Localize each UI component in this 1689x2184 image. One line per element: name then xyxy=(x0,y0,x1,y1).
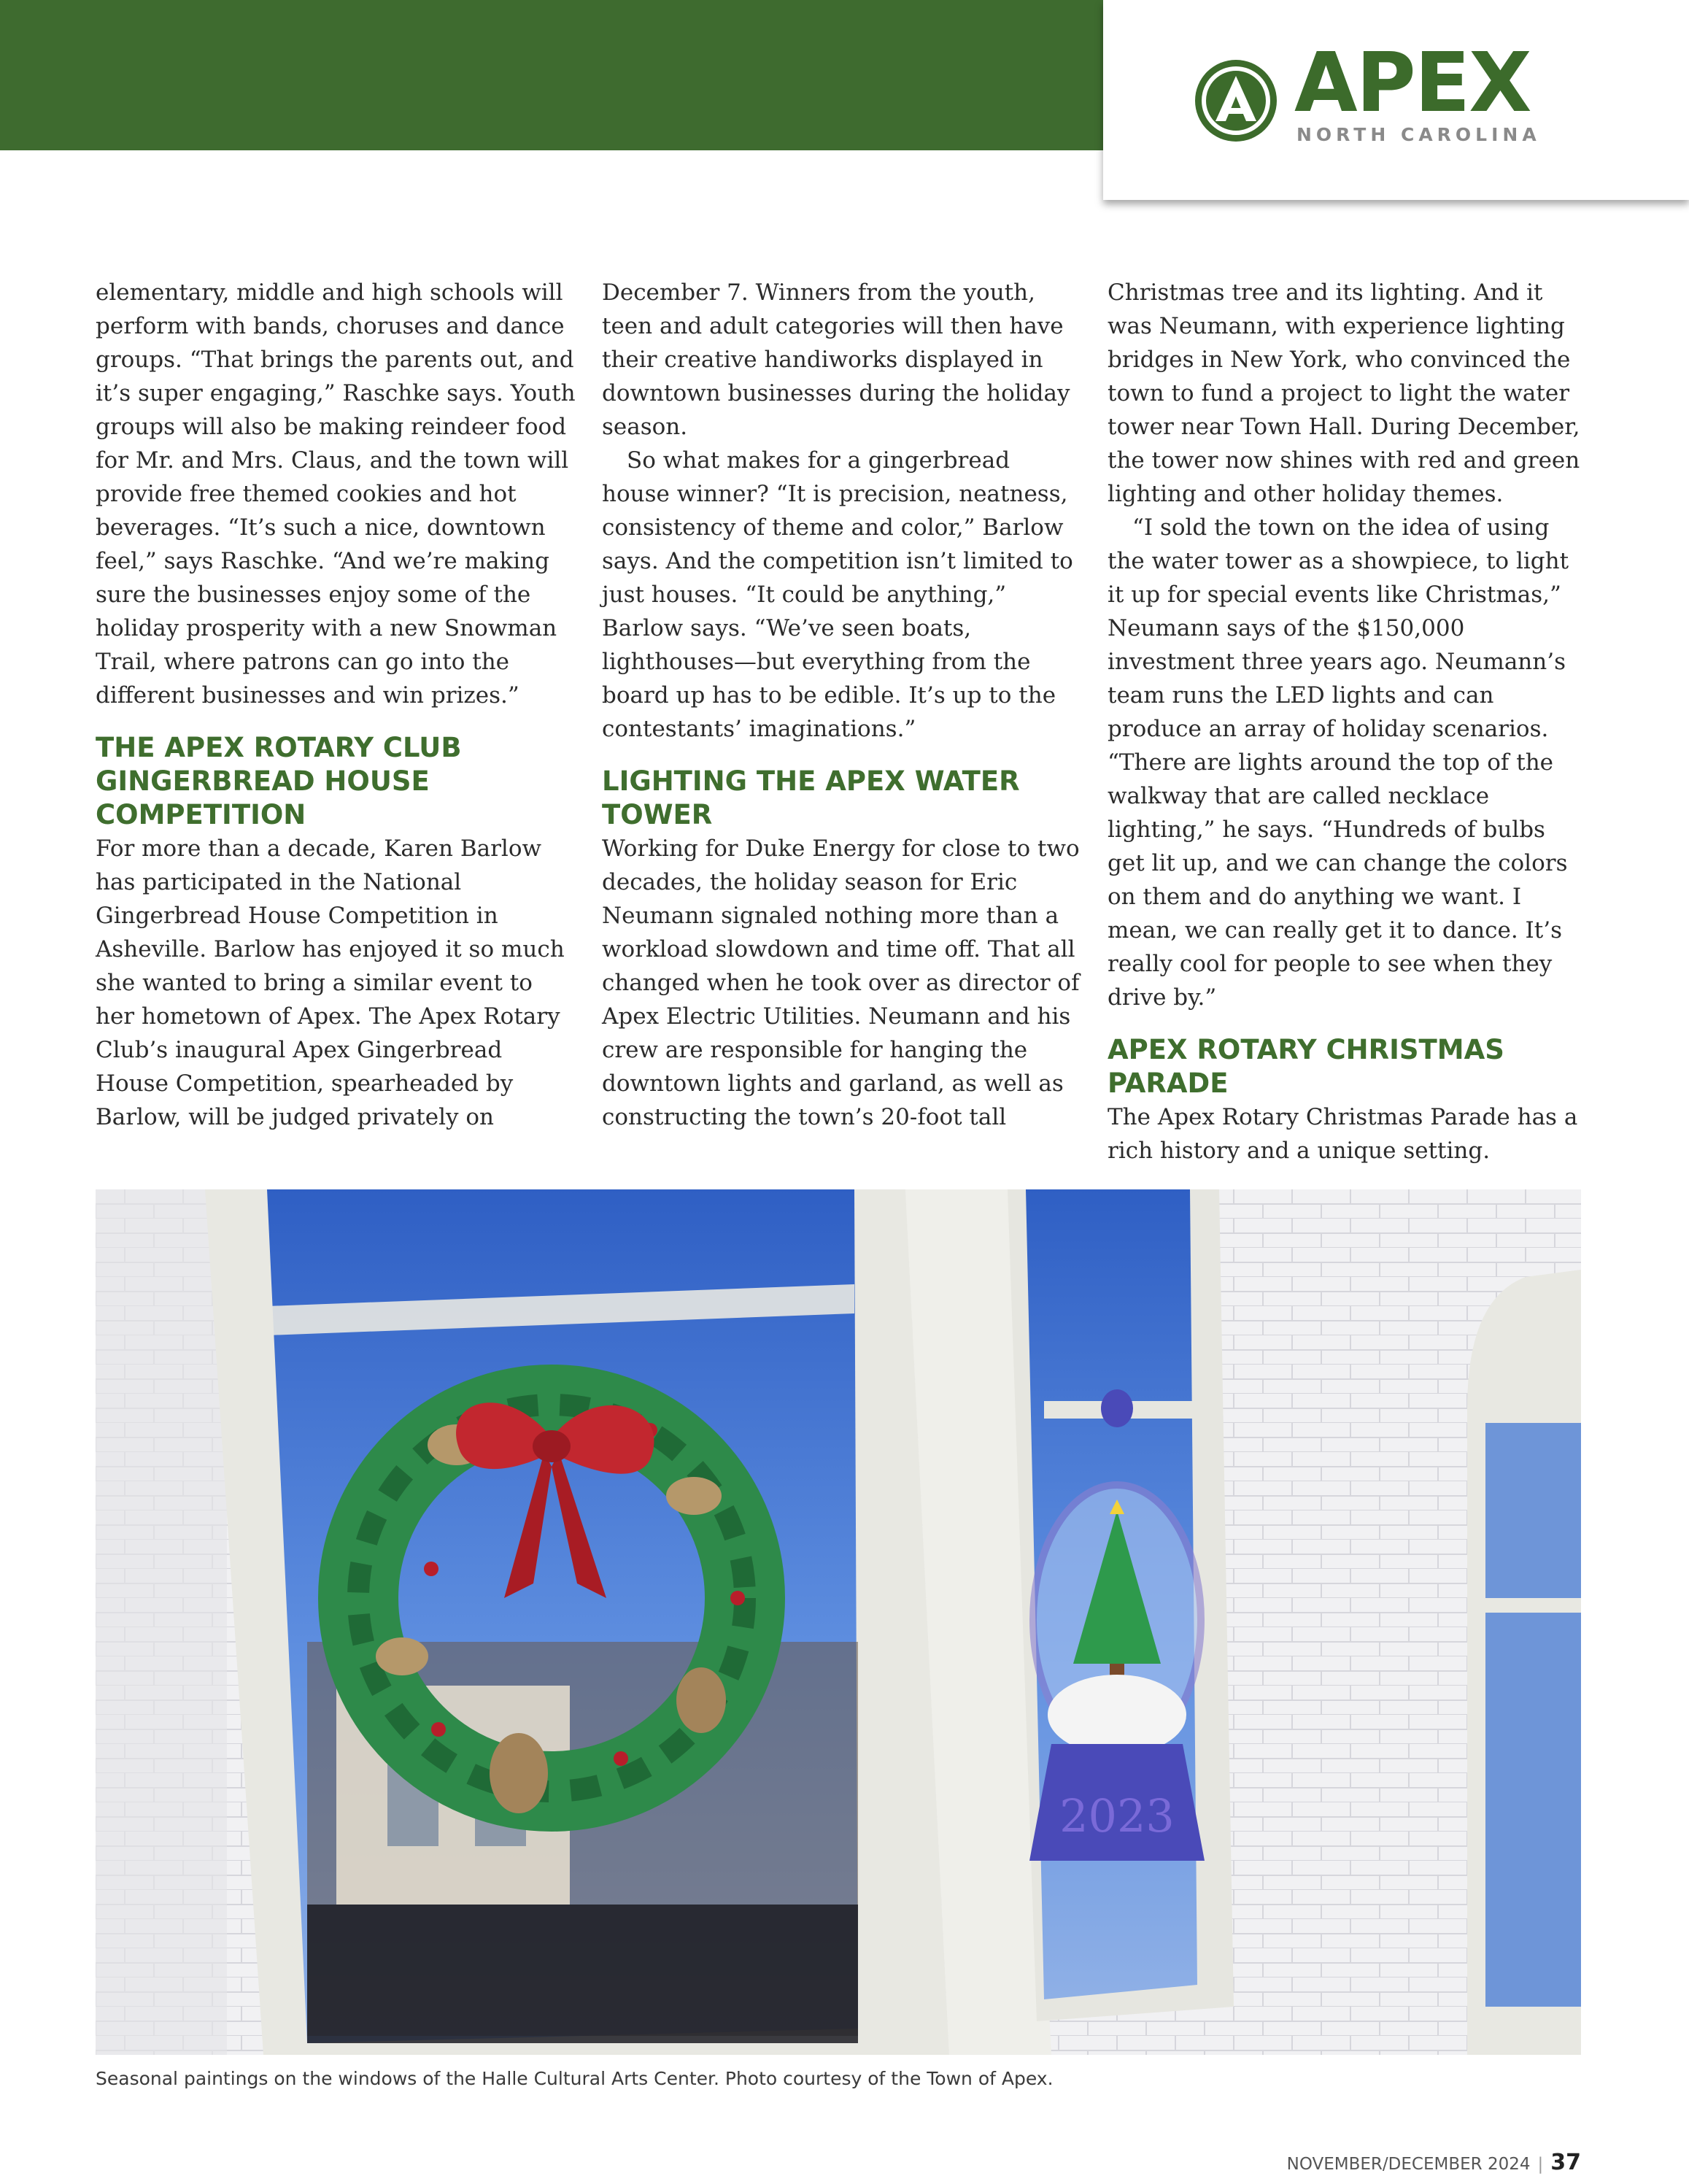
footer-separator: | xyxy=(1537,2155,1544,2174)
logo-subtitle: NORTH CAROLINA xyxy=(1296,124,1541,145)
issue-label: NOVEMBER/DECEMBER xyxy=(1286,2155,1483,2174)
page-number: 37 xyxy=(1550,2150,1581,2175)
article-column-1 xyxy=(96,276,577,1134)
section-heading: LIGHTING THE APEX WATER TOWER xyxy=(602,765,1020,830)
page-footer xyxy=(1287,2150,1581,2175)
paragraph: Christmas tree and its lighting. And it was Neumann, with experience lighting bridges in New York, who convinced the town to fund a project to light the water tower near Town Hall. During December, the tower now shines with red and green lighting and other holiday themes. xyxy=(1108,279,1580,507)
article-column-2 xyxy=(602,276,1083,1134)
paragraph: December 7. Winners from the youth, teen and adult categories will then have their creative handiworks displayed in downtown businesses during the holiday season. xyxy=(602,279,1070,440)
logo-wordmark: APEX xyxy=(1294,36,1531,131)
paragraph: elementary, middle and high schools will perform with bands, choruses and dance groups. “That brings the parents out, and it’s super engaging,” Raschke says. Youth groups will also be making reindeer food for Mr. and Mrs. Claus, and the town will provide free themed cookies and hot beverages. “It’s such a nice, downtown feel,” says Raschke. “And we’re making sure the businesses enjoy some of the holiday prosperity with a new Snowman Trail, where patrons can go into the different businesses and win prizes.” xyxy=(96,279,576,709)
paragraph: So what makes for a gingerbread house winner? “It is precision, neatness, consistency of theme and color,” Barlow says. And the competition isn’t limited to just houses. “It could be anything,” Barlow says. “We’ve seen boats, lighthouses—but everything from the board up has to be edible. It’s up to the contestants’ imaginations.” xyxy=(602,447,1073,742)
paragraph: “I sold the town on the idea of using the water tower as a showpiece, to light it up for special events like Christmas,” Neumann says of the $150,000 investment three years ago. Neumann’s team runs the LED lights and can produce an array of holiday scenarios. “There are lights around the top of the walkway that are called necklace lighting,” he says. “Hundreds of bulbs get lit up, and we can change the colors on them and do anything we want. I mean, we can really get it to dance. It’s really cool for people to see when they drive by.” xyxy=(1108,514,1569,1011)
photo-caption: Seasonal paintings on the windows of the Halle Cultural Arts Center. Photo courtesy of the Town of Apex. xyxy=(96,2068,1054,2089)
header-band xyxy=(0,0,1103,150)
apex-a-emblem-icon xyxy=(1194,58,1278,143)
apex-logo xyxy=(1103,0,1689,200)
issue-year: 2024 xyxy=(1487,2155,1531,2174)
paragraph: For more than a decade, Karen Barlow has participated in the National Gingerbread House Competition in Asheville. Barlow has enjoyed it so much she wanted to bring a similar event to her hometown of Apex. The Apex Rotary Club’s inaugural Apex Gingerbread House Competition, spearheaded by Barlow, will be judged privately on xyxy=(96,836,565,1130)
globe-year-text: 2023 xyxy=(1059,1789,1175,1842)
article-column-3 xyxy=(1108,276,1589,1168)
window-paintings-photo xyxy=(96,1189,1581,2055)
paragraph: The Apex Rotary Christmas Parade has a rich history and a unique setting. xyxy=(1108,1104,1578,1164)
paragraph: Working for Duke Energy for close to two decades, the holiday season for Eric Neumann signaled nothing more than a workload slowdown and time off. That all changed when he took over as director of Apex Electric Utilities. Neumann and his crew are responsible for hanging the downtown lights and garland, as well as constructing the town’s 20-foot tall xyxy=(602,836,1080,1130)
section-heading: APEX ROTARY CHRISTMAS PARADE xyxy=(1108,1034,1504,1099)
section-heading: THE APEX ROTARY CLUB GINGERBREAD HOUSE COMPETITION xyxy=(96,732,462,830)
